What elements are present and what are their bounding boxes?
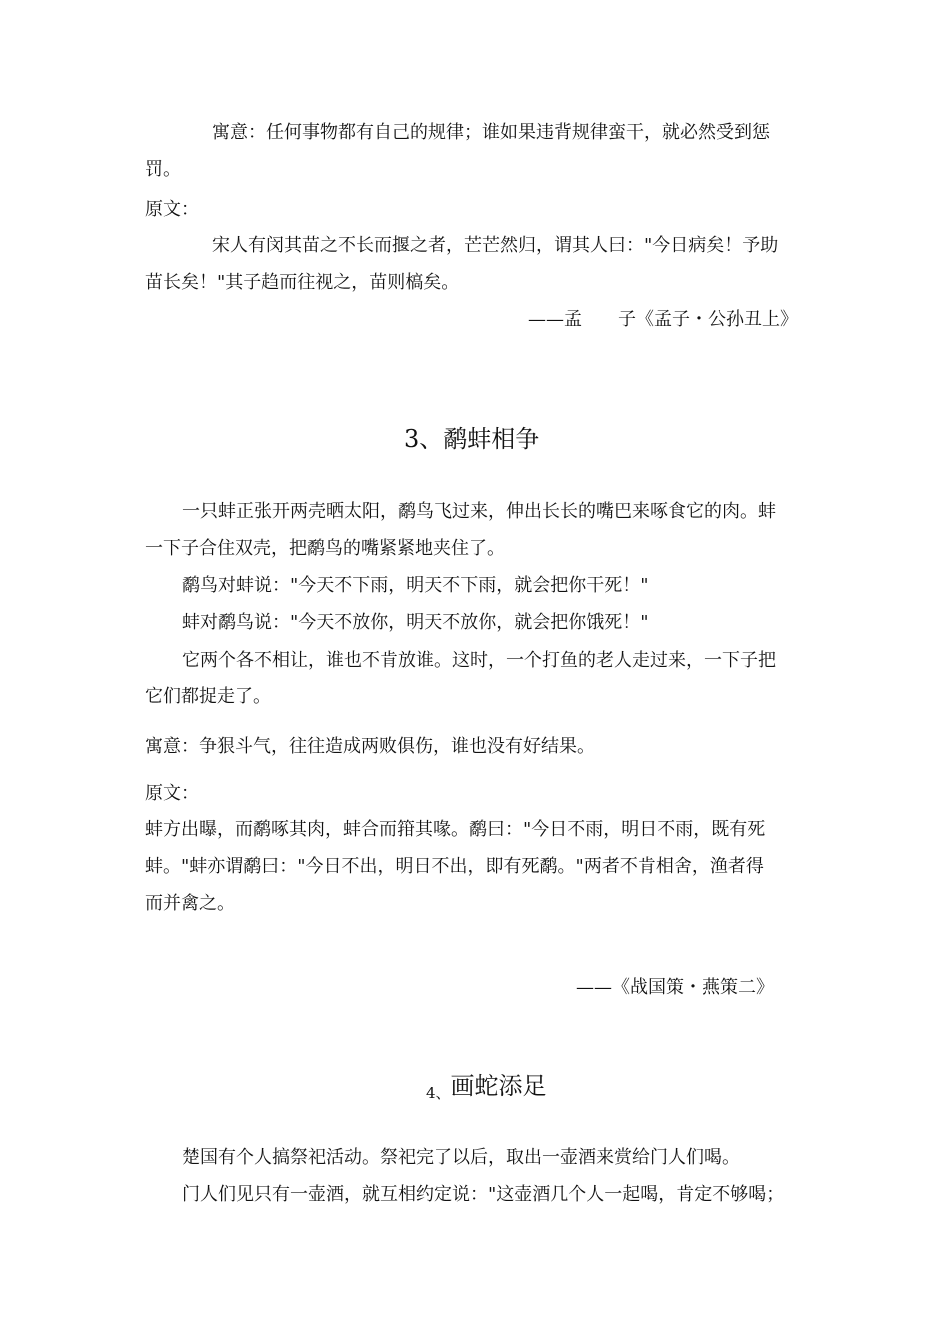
source-citation: ——《战国策・燕策二》 xyxy=(576,977,774,998)
original-line-2: 苗长矣！"其子趋而往视之，苗则槁矣。 xyxy=(145,272,460,293)
moral-line-1: 寓意：任何事物都有自己的规律；谁如果违背规律蛮干，就必然受到惩 xyxy=(212,122,770,143)
original-label: 原文： xyxy=(145,199,199,220)
story-line-1: 楚国有个人搞祭祀活动。祭祀完了以后，取出一壶酒来赏给门人们喝。 xyxy=(182,1147,740,1168)
moral-text: 寓意：争狠斗气，往往造成两败俱伤，谁也没有好结果。 xyxy=(145,736,595,757)
original-line-1: 蚌方出曝，而鹬啄其肉，蚌合而箝其喙。鹬曰："今日不雨，明日不雨，既有死 xyxy=(145,819,766,840)
story-line-2: 一下子合住双壳，把鹬鸟的嘴紧紧地夹住了。 xyxy=(145,538,505,559)
story-line-3: 鹬鸟对蚌说："今天不下雨，明天不下雨，就会把你干死！" xyxy=(182,575,649,596)
story-line-5: 它两个各不相让，谁也不肯放谁。这时，一个打鱼的老人走过来，一下子把 xyxy=(182,650,776,671)
source-citation: ——孟 子《孟子・公孙丑上》 xyxy=(528,309,798,330)
section-number: 4、 xyxy=(426,1084,451,1102)
story-line-1: 一只蚌正张开两壳晒太阳，鹬鸟飞过来，伸出长长的嘴巴来啄食它的肉。蚌 xyxy=(182,501,776,522)
original-line-3: 而并禽之。 xyxy=(145,893,235,914)
original-label: 原文： xyxy=(145,783,199,804)
original-line-2: 蚌。"蚌亦谓鹬曰："今日不出，明日不出，即有死鹬。"两者不肯相舍，渔者得 xyxy=(145,856,764,877)
section-title-text: 画蛇添足 xyxy=(450,1072,547,1100)
original-line-1: 宋人有闵其苗之不长而揠之者，芒芒然归，谓其人曰："今日病矣！予助 xyxy=(212,235,779,256)
section-title: 3、鹬蚌相争 xyxy=(404,425,540,453)
story-line-2: 门人们见只有一壶酒，就互相约定说："这壶酒几个人一起喝，肯定不够喝； xyxy=(182,1184,785,1205)
story-line-4: 蚌对鹬鸟说："今天不放你，明天不放你，就会把你饿死！" xyxy=(182,612,649,633)
section-title xyxy=(426,1071,547,1108)
story-line-6: 它们都捉走了。 xyxy=(145,686,271,707)
moral-line-2: 罚。 xyxy=(145,159,181,180)
